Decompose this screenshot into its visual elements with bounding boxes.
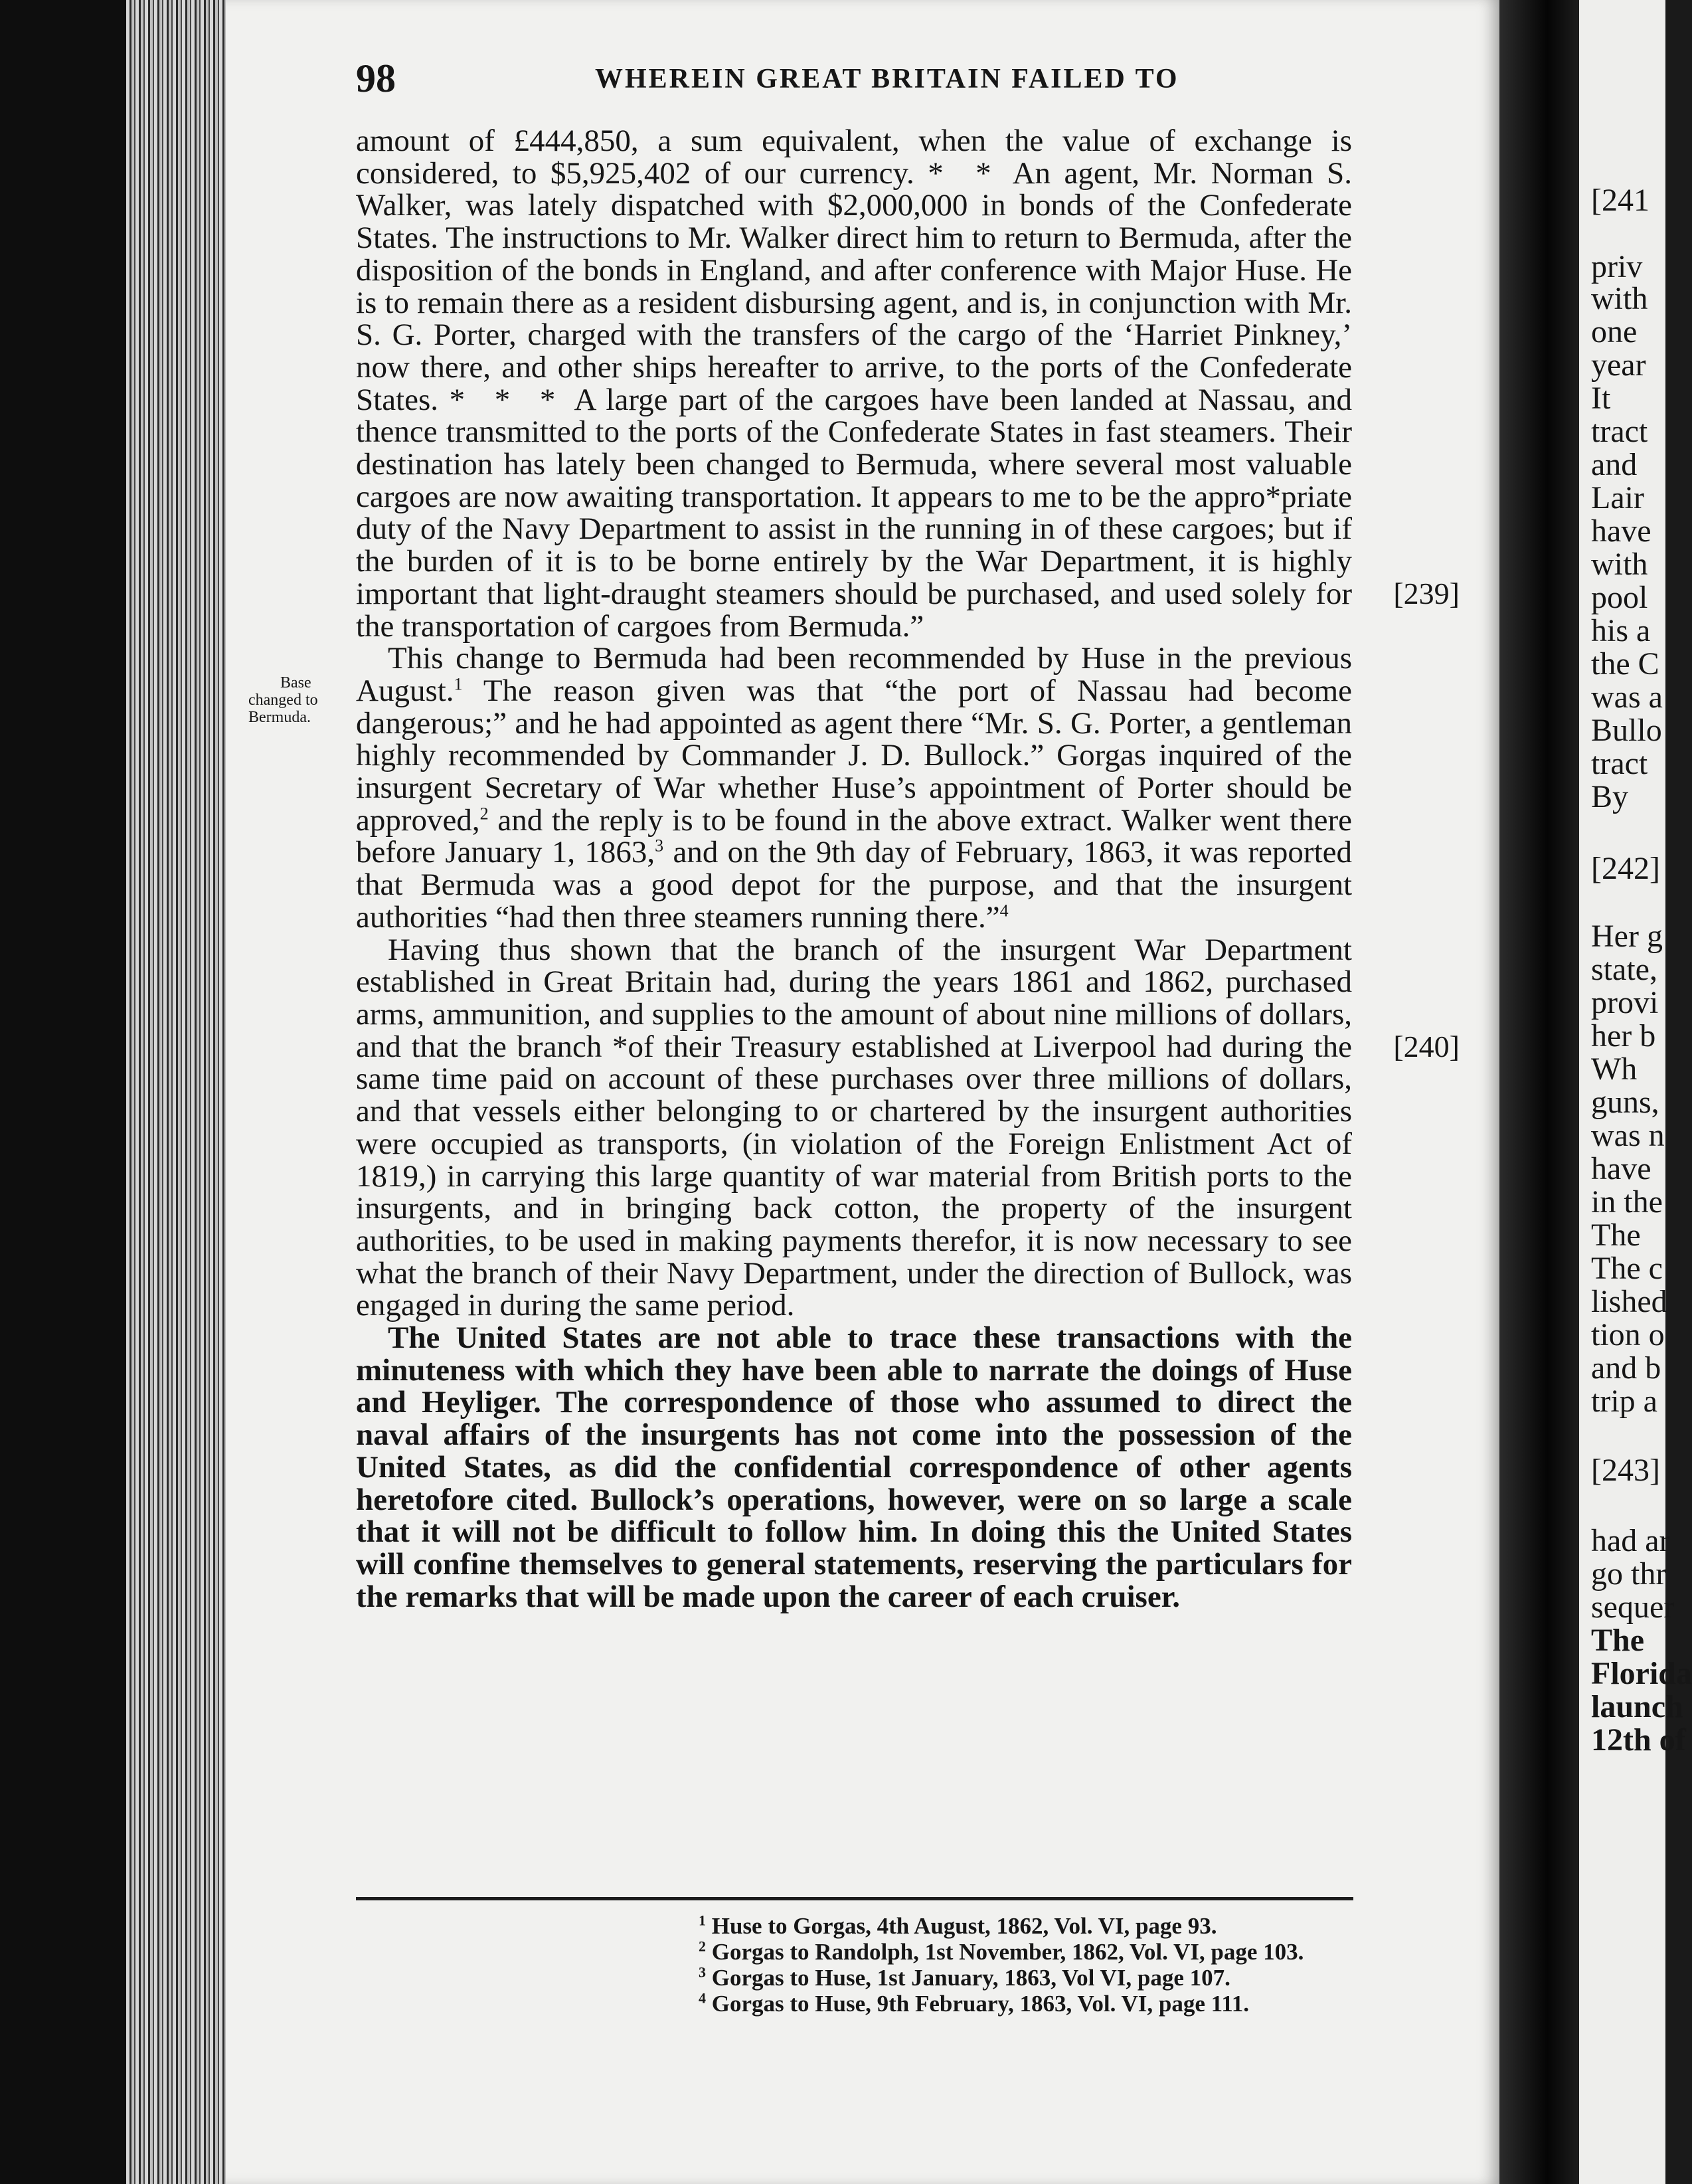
facing-fragment: go thr xyxy=(1591,1556,1667,1592)
facing-fragment: tract xyxy=(1591,414,1648,449)
book-gutter xyxy=(1499,0,1579,2184)
facing-fragment: The xyxy=(1591,1218,1641,1253)
facing-fragment: sequer xyxy=(1591,1590,1675,1625)
text-run: An agent, Mr. Norman S. Walker, was lately dispatched with $2,000,000 in bonds of the Confederate States. The instructions to Mr. Walker direct him to return to Bermuda, after the disposition of the bonds in England, and after conference with Major Huse. He is to remain there as a resident disbursing agent, and is, in conjunction with Mr. S. G. Porter, charged with the transfers of the cargo of the ‘Harriet Pinkney,’ now there, and other ships hereafter to arrive, to the ports of the Confederate States. xyxy=(356,155,1352,417)
footnote-mark: 2 xyxy=(479,804,489,824)
facing-fragment: Florida xyxy=(1591,1656,1692,1691)
ellipsis-stars: * * * xyxy=(449,382,565,417)
facing-fragment: in the xyxy=(1591,1184,1663,1220)
footnote-mark: 3 xyxy=(655,836,664,856)
facing-fragment: The xyxy=(1591,1623,1645,1658)
facing-fragment: lished xyxy=(1591,1284,1667,1319)
text-run: and the reply is to be found in the above extract. Walker went there before January 1, 1863, xyxy=(356,802,1352,870)
footnote-text: Huse to Gorgas, 4th August, 1862, Vol. VI, page 93. xyxy=(711,1913,1217,1939)
facing-fragment: It xyxy=(1591,381,1611,416)
running-head xyxy=(226,58,1499,105)
facing-fragment: one xyxy=(1591,314,1638,349)
page-edges xyxy=(126,0,226,2184)
body-text xyxy=(248,124,1460,1614)
footnote xyxy=(699,1939,1363,1965)
paragraph-1 xyxy=(356,124,1460,644)
facing-fragment: pool xyxy=(1591,580,1648,615)
paragraph-3 xyxy=(356,932,1460,1323)
facing-fragment: was n xyxy=(1591,1118,1665,1153)
footnote-text: Gorgas to Huse, 1st January, 1863, Vol VI, page 107. xyxy=(711,1965,1230,1991)
facing-page xyxy=(1579,0,1692,2184)
footnote-mark: 3 xyxy=(699,1963,706,1981)
facing-fragment: The c xyxy=(1591,1251,1663,1286)
facing-fragment: with xyxy=(1591,281,1648,316)
footnotes xyxy=(699,1913,1363,2017)
facing-fragment: year xyxy=(1591,347,1646,383)
footnote-mark: 4 xyxy=(999,901,1009,921)
facing-fragment: Wh xyxy=(1591,1051,1638,1087)
facing-fragment: was a xyxy=(1591,680,1663,715)
facing-fragment: and b xyxy=(1591,1350,1661,1386)
footnote xyxy=(699,1965,1363,1991)
text-run: amount of £444,850, a sum equivalent, when the value of exchange is considered, to $5,925,402 of our currency. xyxy=(356,124,1352,191)
text-run: The reason given was that “the port of Nassau had become dangerous;” and he had appointed as agent there “Mr. S. G. Porter, a gentleman highly recommended by Commander J. D. Bullock.” Gorgas inquired of the insurgent Secretary of War whether Huse’s appointment of Porter should be approved, xyxy=(356,673,1352,838)
text-run: This change to Bermuda had been recommended by Huse in the previous August. xyxy=(356,641,1352,708)
facing-fragment: [241 xyxy=(1591,183,1650,218)
facing-fragment: tract xyxy=(1591,746,1648,781)
text-run: The United States are not able to trace these transactions with the minuteness with which they have been able to narrate the doings of Huse and Heyliger. The correspondence of those who assumed to direct the naval affairs of the insurgents has not come into the possession of the United States, as did the confidential correspondence of other agents heretofore cited. Bullock’s operations, however, were on so large a scale that it will not be difficult to follow him. In doing this the United States will confine themselves to general statements, reserving the particulars for the remarks that will be made upon the career of each cruiser. xyxy=(356,1320,1352,1614)
footnote xyxy=(699,1991,1363,2017)
paragraph-2 xyxy=(248,641,1352,935)
facing-fragment: have xyxy=(1591,513,1651,549)
margin-ref-240: [240] xyxy=(1393,1029,1460,1063)
facing-fragment: guns, xyxy=(1591,1085,1659,1120)
footnote-mark: 4 xyxy=(699,1989,706,2007)
facing-fragment: By xyxy=(1591,779,1629,814)
text-run: A large part of the cargoes have been landed at Nassau, and thence transmitted to the ports of the Confederate States in fast steamers. Their destination has lately been changed to Bermuda, where several most valuable cargoes are now awaiting transportation. It appears to me to be the appro*priate duty of the Navy Department to assist in the running in of these cargoes; but if the burden of it is to be borne entirely by the War Department, it is highly important that light-draught steamers should be purchased, and used solely for the transportation of cargoes from Bermuda.” xyxy=(356,382,1352,644)
ellipsis-stars: * * xyxy=(928,155,1001,191)
facing-fragment: with xyxy=(1591,547,1648,582)
facing-fragment: Her g xyxy=(1591,919,1663,954)
facing-fragment: had ar xyxy=(1591,1523,1670,1558)
facing-fragment: priv xyxy=(1591,249,1643,284)
sidenote: Base changed to Bermuda. xyxy=(248,674,318,727)
book-page xyxy=(226,0,1499,2184)
footnote-text: Gorgas to Huse, 9th February, 1863, Vol. VI, page 111. xyxy=(711,1991,1250,2017)
paragraph-4 xyxy=(356,1322,1352,1613)
facing-fragment: tion o xyxy=(1591,1317,1665,1352)
footnote xyxy=(699,1913,1363,1939)
running-title: WHEREIN GREAT BRITAIN FAILED TO xyxy=(595,64,1179,94)
facing-fragment: Lair xyxy=(1591,480,1644,515)
facing-fragment: trip a xyxy=(1591,1384,1657,1419)
text-run: and on the 9th day of February, 1863, it was reported that Bermuda was a good depot for the purpose, and that the insurgent authorities “had then three steamers running there.” xyxy=(356,835,1352,935)
facing-fragment: [242] xyxy=(1591,851,1660,886)
margin-ref-239: [239] xyxy=(1393,577,1460,610)
facing-fragment: and xyxy=(1591,447,1638,482)
facing-fragment: provi xyxy=(1591,985,1659,1020)
facing-fragment: Bullo xyxy=(1591,713,1662,748)
footnote-mark: 2 xyxy=(699,1938,706,1955)
text-run: Having thus shown that the branch of the insurgent War Department established in Great Britain had, during the years 1861 and 1862, purchased arms, ammunition, and supplies to the amount of about nine millions of dollars, and that the branch *of their Treasury established at Liverpool had during the same time paid on account of these purchases over three millions of dollars, and that vessels either belonging to or chartered by the insurgent authorities were occupied as transports, (in violation of the Foreign Enlistment Act of 1819,) in carrying this large quantity of war material from British ports to the insurgents, and in bringing back cotton, the property of the insurgent authorities, to be used in making payments therefor, it is now necessary to see what the branch of their Navy Department, under the direction of Bullock, was engaged in during the same period. xyxy=(356,932,1352,1323)
scan-background xyxy=(0,0,126,2184)
facing-fragment: 12th of xyxy=(1591,1722,1686,1758)
facing-fragment: launch xyxy=(1591,1689,1683,1724)
page-number: 98 xyxy=(356,56,396,100)
footnote-mark: 1 xyxy=(699,1912,706,1929)
footnote-rule xyxy=(356,1897,1353,1900)
footnote-text: Gorgas to Randolph, 1st November, 1862, Vol. VI, page 103. xyxy=(711,1939,1304,1965)
footnote-mark: 1 xyxy=(454,674,463,694)
facing-fragment: have xyxy=(1591,1151,1651,1186)
facing-fragment: her b xyxy=(1591,1018,1656,1053)
facing-fragment: his a xyxy=(1591,613,1651,648)
facing-fragment: [243] xyxy=(1591,1453,1660,1488)
facing-fragment: state, xyxy=(1591,952,1657,987)
facing-fragment: the C xyxy=(1591,646,1659,682)
